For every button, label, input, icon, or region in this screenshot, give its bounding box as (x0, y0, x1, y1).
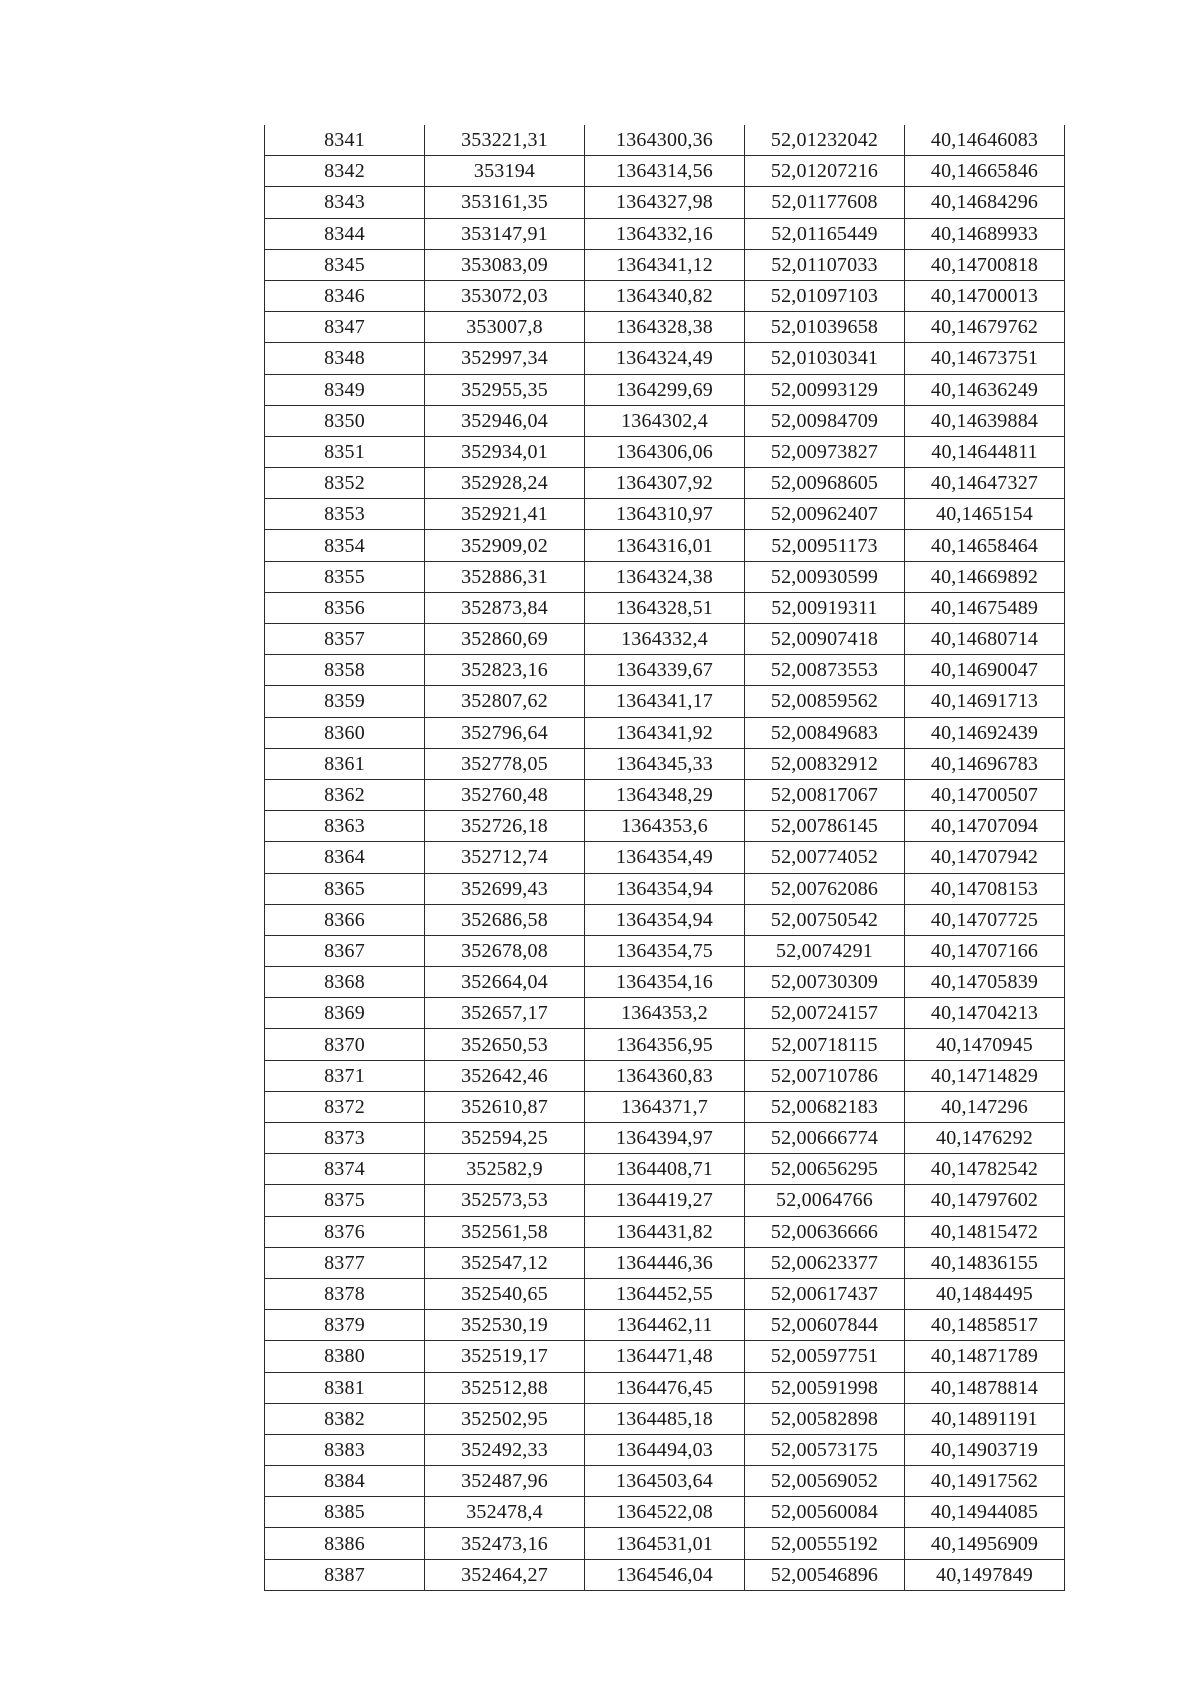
point-number-cell: 8379 (265, 1310, 425, 1341)
x-coordinate-cell: 352997,34 (425, 343, 585, 374)
x-coordinate-cell: 352873,84 (425, 592, 585, 623)
point-number-cell: 8352 (265, 468, 425, 499)
longitude-cell: 40,14891191 (905, 1403, 1065, 1434)
x-coordinate-cell: 352946,04 (425, 405, 585, 436)
point-number-cell: 8376 (265, 1216, 425, 1247)
latitude-cell: 52,00984709 (745, 405, 905, 436)
x-coordinate-cell: 352487,96 (425, 1466, 585, 1497)
point-number-cell: 8345 (265, 249, 425, 280)
longitude-cell: 40,14646083 (905, 125, 1065, 156)
table-row (265, 592, 1065, 623)
longitude-cell: 40,14691713 (905, 686, 1065, 717)
table-row (265, 280, 1065, 311)
coordinates-table-body (265, 125, 1065, 1590)
longitude-cell: 40,14708153 (905, 873, 1065, 904)
y-coordinate-cell: 1364324,38 (585, 561, 745, 592)
longitude-cell: 40,14665846 (905, 156, 1065, 187)
latitude-cell: 52,00774052 (745, 842, 905, 873)
latitude-cell: 52,01107033 (745, 249, 905, 280)
y-coordinate-cell: 1364354,75 (585, 935, 745, 966)
table-row (265, 374, 1065, 405)
y-coordinate-cell: 1364339,67 (585, 655, 745, 686)
latitude-cell: 52,00907418 (745, 624, 905, 655)
latitude-cell: 52,00666774 (745, 1123, 905, 1154)
latitude-cell: 52,00750542 (745, 904, 905, 935)
y-coordinate-cell: 1364307,92 (585, 468, 745, 499)
x-coordinate-cell: 352530,19 (425, 1310, 585, 1341)
y-coordinate-cell: 1364314,56 (585, 156, 745, 187)
table-row (265, 1060, 1065, 1091)
longitude-cell: 40,14696783 (905, 748, 1065, 779)
y-coordinate-cell: 1364341,12 (585, 249, 745, 280)
x-coordinate-cell: 352678,08 (425, 935, 585, 966)
point-number-cell: 8355 (265, 561, 425, 592)
y-coordinate-cell: 1364354,94 (585, 904, 745, 935)
longitude-cell: 40,14797602 (905, 1185, 1065, 1216)
point-number-cell: 8354 (265, 530, 425, 561)
longitude-cell: 40,14680714 (905, 624, 1065, 655)
y-coordinate-cell: 1364476,45 (585, 1372, 745, 1403)
longitude-cell: 40,14878814 (905, 1372, 1065, 1403)
longitude-cell: 40,1465154 (905, 499, 1065, 530)
point-number-cell: 8342 (265, 156, 425, 187)
latitude-cell: 52,00786145 (745, 811, 905, 842)
point-number-cell: 8344 (265, 218, 425, 249)
longitude-cell: 40,14644811 (905, 436, 1065, 467)
x-coordinate-cell: 352699,43 (425, 873, 585, 904)
table-row (265, 1029, 1065, 1060)
y-coordinate-cell: 1364531,01 (585, 1528, 745, 1559)
latitude-cell: 52,00849683 (745, 717, 905, 748)
latitude-cell: 52,01030341 (745, 343, 905, 374)
latitude-cell: 52,00968605 (745, 468, 905, 499)
point-number-cell: 8371 (265, 1060, 425, 1091)
table-row (265, 468, 1065, 499)
latitude-cell: 52,00762086 (745, 873, 905, 904)
x-coordinate-cell: 352909,02 (425, 530, 585, 561)
y-coordinate-cell: 1364485,18 (585, 1403, 745, 1434)
x-coordinate-cell: 352886,31 (425, 561, 585, 592)
y-coordinate-cell: 1364328,51 (585, 592, 745, 623)
y-coordinate-cell: 1364332,16 (585, 218, 745, 249)
latitude-cell: 52,00582898 (745, 1403, 905, 1434)
longitude-cell: 40,14679762 (905, 312, 1065, 343)
x-coordinate-cell: 352796,64 (425, 717, 585, 748)
x-coordinate-cell: 353072,03 (425, 280, 585, 311)
x-coordinate-cell: 352492,33 (425, 1434, 585, 1465)
latitude-cell: 52,00573175 (745, 1434, 905, 1465)
point-number-cell: 8350 (265, 405, 425, 436)
x-coordinate-cell: 352582,9 (425, 1154, 585, 1185)
latitude-cell: 52,00951173 (745, 530, 905, 561)
point-number-cell: 8374 (265, 1154, 425, 1185)
table-row (265, 1091, 1065, 1122)
x-coordinate-cell: 352650,53 (425, 1029, 585, 1060)
point-number-cell: 8349 (265, 374, 425, 405)
point-number-cell: 8377 (265, 1247, 425, 1278)
x-coordinate-cell: 352686,58 (425, 904, 585, 935)
y-coordinate-cell: 1364503,64 (585, 1466, 745, 1497)
table-row (265, 998, 1065, 1029)
y-coordinate-cell: 1364522,08 (585, 1497, 745, 1528)
table-row (265, 436, 1065, 467)
point-number-cell: 8351 (265, 436, 425, 467)
table-row (265, 655, 1065, 686)
y-coordinate-cell: 1364354,94 (585, 873, 745, 904)
table-row (265, 873, 1065, 904)
x-coordinate-cell: 352610,87 (425, 1091, 585, 1122)
x-coordinate-cell: 352547,12 (425, 1247, 585, 1278)
longitude-cell: 40,14692439 (905, 717, 1065, 748)
table-row (265, 561, 1065, 592)
y-coordinate-cell: 1364310,97 (585, 499, 745, 530)
table-row (265, 1185, 1065, 1216)
longitude-cell: 40,14836155 (905, 1247, 1065, 1278)
longitude-cell: 40,14707725 (905, 904, 1065, 935)
latitude-cell: 52,01207216 (745, 156, 905, 187)
longitude-cell: 40,14658464 (905, 530, 1065, 561)
table-row (265, 249, 1065, 280)
y-coordinate-cell: 1364353,2 (585, 998, 745, 1029)
longitude-cell: 40,14944085 (905, 1497, 1065, 1528)
latitude-cell: 52,01165449 (745, 218, 905, 249)
latitude-cell: 52,00973827 (745, 436, 905, 467)
table-row (265, 1154, 1065, 1185)
latitude-cell: 52,01177608 (745, 187, 905, 218)
y-coordinate-cell: 1364316,01 (585, 530, 745, 561)
x-coordinate-cell: 352573,53 (425, 1185, 585, 1216)
longitude-cell: 40,14705839 (905, 967, 1065, 998)
longitude-cell: 40,1484495 (905, 1278, 1065, 1309)
x-coordinate-cell: 352726,18 (425, 811, 585, 842)
latitude-cell: 52,0074291 (745, 935, 905, 966)
x-coordinate-cell: 352512,88 (425, 1372, 585, 1403)
latitude-cell: 52,00546896 (745, 1559, 905, 1590)
table-row (265, 530, 1065, 561)
point-number-cell: 8386 (265, 1528, 425, 1559)
point-number-cell: 8357 (265, 624, 425, 655)
longitude-cell: 40,14858517 (905, 1310, 1065, 1341)
y-coordinate-cell: 1364452,55 (585, 1278, 745, 1309)
table-row (265, 499, 1065, 530)
table-row (265, 1559, 1065, 1590)
longitude-cell: 40,14704213 (905, 998, 1065, 1029)
y-coordinate-cell: 1364462,11 (585, 1310, 745, 1341)
longitude-cell: 40,14700013 (905, 280, 1065, 311)
point-number-cell: 8383 (265, 1434, 425, 1465)
longitude-cell: 40,14714829 (905, 1060, 1065, 1091)
x-coordinate-cell: 352955,35 (425, 374, 585, 405)
longitude-cell: 40,14639884 (905, 405, 1065, 436)
x-coordinate-cell: 353083,09 (425, 249, 585, 280)
y-coordinate-cell: 1364419,27 (585, 1185, 745, 1216)
table-row (265, 312, 1065, 343)
longitude-cell: 40,14673751 (905, 343, 1065, 374)
table-row (265, 1466, 1065, 1497)
latitude-cell: 52,00591998 (745, 1372, 905, 1403)
latitude-cell: 52,01232042 (745, 125, 905, 156)
longitude-cell: 40,14815472 (905, 1216, 1065, 1247)
point-number-cell: 8353 (265, 499, 425, 530)
longitude-cell: 40,14669892 (905, 561, 1065, 592)
point-number-cell: 8346 (265, 280, 425, 311)
table-row (265, 1216, 1065, 1247)
point-number-cell: 8343 (265, 187, 425, 218)
y-coordinate-cell: 1364341,17 (585, 686, 745, 717)
table-row (265, 1123, 1065, 1154)
latitude-cell: 52,00817067 (745, 779, 905, 810)
y-coordinate-cell: 1364332,4 (585, 624, 745, 655)
x-coordinate-cell: 352807,62 (425, 686, 585, 717)
latitude-cell: 52,00873553 (745, 655, 905, 686)
latitude-cell: 52,00993129 (745, 374, 905, 405)
table-row (265, 1247, 1065, 1278)
x-coordinate-cell: 352464,27 (425, 1559, 585, 1590)
x-coordinate-cell: 353194 (425, 156, 585, 187)
table-row (265, 811, 1065, 842)
latitude-cell: 52,00962407 (745, 499, 905, 530)
point-number-cell: 8370 (265, 1029, 425, 1060)
point-number-cell: 8356 (265, 592, 425, 623)
x-coordinate-cell: 352823,16 (425, 655, 585, 686)
point-number-cell: 8385 (265, 1497, 425, 1528)
x-coordinate-cell: 353147,91 (425, 218, 585, 249)
longitude-cell: 40,14700507 (905, 779, 1065, 810)
x-coordinate-cell: 352642,46 (425, 1060, 585, 1091)
point-number-cell: 8372 (265, 1091, 425, 1122)
table-row (265, 1497, 1065, 1528)
latitude-cell: 52,00555192 (745, 1528, 905, 1559)
longitude-cell: 40,1470945 (905, 1029, 1065, 1060)
latitude-cell: 52,00930599 (745, 561, 905, 592)
longitude-cell: 40,147296 (905, 1091, 1065, 1122)
x-coordinate-cell: 353161,35 (425, 187, 585, 218)
point-number-cell: 8375 (265, 1185, 425, 1216)
latitude-cell: 52,00859562 (745, 686, 905, 717)
longitude-cell: 40,14917562 (905, 1466, 1065, 1497)
point-number-cell: 8362 (265, 779, 425, 810)
y-coordinate-cell: 1364371,7 (585, 1091, 745, 1122)
y-coordinate-cell: 1364340,82 (585, 280, 745, 311)
y-coordinate-cell: 1364327,98 (585, 187, 745, 218)
table-row (265, 717, 1065, 748)
table-row (265, 1310, 1065, 1341)
longitude-cell: 40,14903719 (905, 1434, 1065, 1465)
table-row (265, 748, 1065, 779)
x-coordinate-cell: 352594,25 (425, 1123, 585, 1154)
x-coordinate-cell: 352502,95 (425, 1403, 585, 1434)
table-row (265, 1341, 1065, 1372)
y-coordinate-cell: 1364494,03 (585, 1434, 745, 1465)
table-row (265, 218, 1065, 249)
longitude-cell: 40,14690047 (905, 655, 1065, 686)
x-coordinate-cell: 353007,8 (425, 312, 585, 343)
point-number-cell: 8360 (265, 717, 425, 748)
table-row (265, 967, 1065, 998)
y-coordinate-cell: 1364356,95 (585, 1029, 745, 1060)
point-number-cell: 8348 (265, 343, 425, 374)
table-row (265, 842, 1065, 873)
table-row (265, 1403, 1065, 1434)
y-coordinate-cell: 1364546,04 (585, 1559, 745, 1590)
x-coordinate-cell: 352760,48 (425, 779, 585, 810)
point-number-cell: 8358 (265, 655, 425, 686)
longitude-cell: 40,14647327 (905, 468, 1065, 499)
x-coordinate-cell: 353221,31 (425, 125, 585, 156)
point-number-cell: 8341 (265, 125, 425, 156)
latitude-cell: 52,01039658 (745, 312, 905, 343)
y-coordinate-cell: 1364446,36 (585, 1247, 745, 1278)
point-number-cell: 8381 (265, 1372, 425, 1403)
point-number-cell: 8369 (265, 998, 425, 1029)
table-row (265, 624, 1065, 655)
table-row (265, 1528, 1065, 1559)
longitude-cell: 40,14636249 (905, 374, 1065, 405)
table-row (265, 156, 1065, 187)
x-coordinate-cell: 352540,65 (425, 1278, 585, 1309)
table-row (265, 1278, 1065, 1309)
latitude-cell: 52,00636666 (745, 1216, 905, 1247)
latitude-cell: 52,00682183 (745, 1091, 905, 1122)
x-coordinate-cell: 352664,04 (425, 967, 585, 998)
point-number-cell: 8364 (265, 842, 425, 873)
y-coordinate-cell: 1364300,36 (585, 125, 745, 156)
y-coordinate-cell: 1364353,6 (585, 811, 745, 842)
x-coordinate-cell: 352473,16 (425, 1528, 585, 1559)
point-number-cell: 8366 (265, 904, 425, 935)
y-coordinate-cell: 1364328,38 (585, 312, 745, 343)
x-coordinate-cell: 352712,74 (425, 842, 585, 873)
latitude-cell: 52,00560084 (745, 1497, 905, 1528)
latitude-cell: 52,01097103 (745, 280, 905, 311)
latitude-cell: 52,00718115 (745, 1029, 905, 1060)
x-coordinate-cell: 352519,17 (425, 1341, 585, 1372)
coordinates-table (264, 125, 1065, 1591)
y-coordinate-cell: 1364348,29 (585, 779, 745, 810)
x-coordinate-cell: 352778,05 (425, 748, 585, 779)
latitude-cell: 52,00832912 (745, 748, 905, 779)
latitude-cell: 52,00597751 (745, 1341, 905, 1372)
y-coordinate-cell: 1364431,82 (585, 1216, 745, 1247)
latitude-cell: 52,00569052 (745, 1466, 905, 1497)
y-coordinate-cell: 1364408,71 (585, 1154, 745, 1185)
y-coordinate-cell: 1364354,16 (585, 967, 745, 998)
y-coordinate-cell: 1364324,49 (585, 343, 745, 374)
latitude-cell: 52,00623377 (745, 1247, 905, 1278)
point-number-cell: 8387 (265, 1559, 425, 1590)
longitude-cell: 40,14700818 (905, 249, 1065, 280)
x-coordinate-cell: 352657,17 (425, 998, 585, 1029)
y-coordinate-cell: 1364360,83 (585, 1060, 745, 1091)
point-number-cell: 8373 (265, 1123, 425, 1154)
y-coordinate-cell: 1364341,92 (585, 717, 745, 748)
longitude-cell: 40,14782542 (905, 1154, 1065, 1185)
longitude-cell: 40,14707094 (905, 811, 1065, 842)
latitude-cell: 52,00730309 (745, 967, 905, 998)
table-row (265, 187, 1065, 218)
x-coordinate-cell: 352860,69 (425, 624, 585, 655)
table-row (265, 343, 1065, 374)
y-coordinate-cell: 1364345,33 (585, 748, 745, 779)
y-coordinate-cell: 1364354,49 (585, 842, 745, 873)
latitude-cell: 52,00724157 (745, 998, 905, 1029)
x-coordinate-cell: 352934,01 (425, 436, 585, 467)
latitude-cell: 52,00919311 (745, 592, 905, 623)
x-coordinate-cell: 352921,41 (425, 499, 585, 530)
point-number-cell: 8347 (265, 312, 425, 343)
table-row (265, 1434, 1065, 1465)
x-coordinate-cell: 352561,58 (425, 1216, 585, 1247)
point-number-cell: 8378 (265, 1278, 425, 1309)
latitude-cell: 52,00617437 (745, 1278, 905, 1309)
longitude-cell: 40,14707166 (905, 935, 1065, 966)
longitude-cell: 40,1476292 (905, 1123, 1065, 1154)
point-number-cell: 8382 (265, 1403, 425, 1434)
y-coordinate-cell: 1364306,06 (585, 436, 745, 467)
point-number-cell: 8361 (265, 748, 425, 779)
x-coordinate-cell: 352928,24 (425, 468, 585, 499)
point-number-cell: 8363 (265, 811, 425, 842)
point-number-cell: 8365 (265, 873, 425, 904)
table-row (265, 686, 1065, 717)
table-row (265, 1372, 1065, 1403)
longitude-cell: 40,14956909 (905, 1528, 1065, 1559)
latitude-cell: 52,00656295 (745, 1154, 905, 1185)
x-coordinate-cell: 352478,4 (425, 1497, 585, 1528)
latitude-cell: 52,0064766 (745, 1185, 905, 1216)
point-number-cell: 8384 (265, 1466, 425, 1497)
point-number-cell: 8380 (265, 1341, 425, 1372)
y-coordinate-cell: 1364299,69 (585, 374, 745, 405)
table-row (265, 779, 1065, 810)
y-coordinate-cell: 1364394,97 (585, 1123, 745, 1154)
longitude-cell: 40,14689933 (905, 218, 1065, 249)
longitude-cell: 40,1497849 (905, 1559, 1065, 1590)
y-coordinate-cell: 1364302,4 (585, 405, 745, 436)
y-coordinate-cell: 1364471,48 (585, 1341, 745, 1372)
longitude-cell: 40,14684296 (905, 187, 1065, 218)
table-row (265, 935, 1065, 966)
longitude-cell: 40,14675489 (905, 592, 1065, 623)
latitude-cell: 52,00710786 (745, 1060, 905, 1091)
table-row (265, 904, 1065, 935)
table-row (265, 125, 1065, 156)
longitude-cell: 40,14707942 (905, 842, 1065, 873)
longitude-cell: 40,14871789 (905, 1341, 1065, 1372)
table-row (265, 405, 1065, 436)
point-number-cell: 8367 (265, 935, 425, 966)
point-number-cell: 8368 (265, 967, 425, 998)
latitude-cell: 52,00607844 (745, 1310, 905, 1341)
point-number-cell: 8359 (265, 686, 425, 717)
